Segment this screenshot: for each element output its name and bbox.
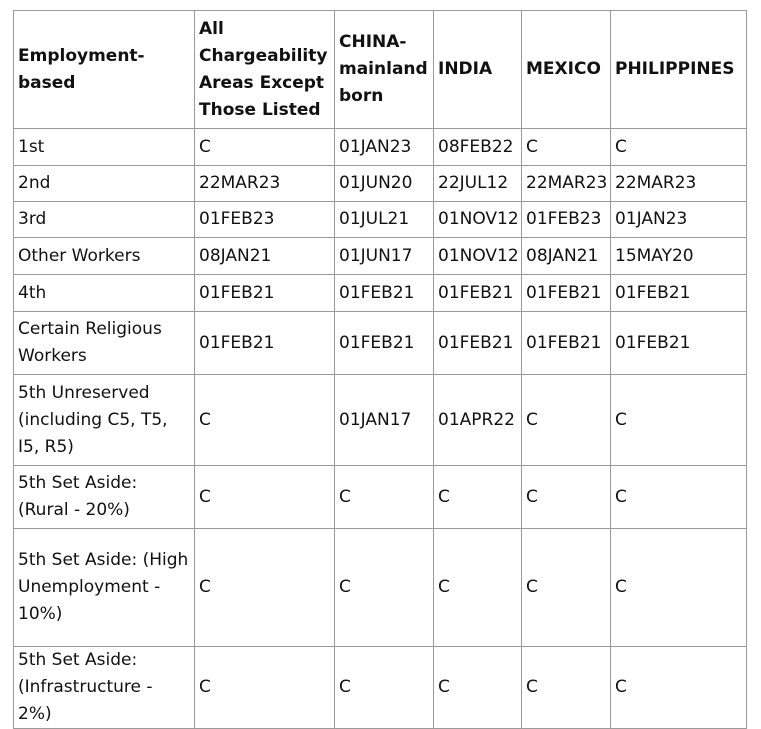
india-cell: C: [434, 647, 522, 729]
china-cell: C: [335, 466, 434, 529]
header-all-chargeability: All Chargeability Areas Except Those Listed: [195, 11, 335, 129]
category-cell: Certain Religious Workers: [14, 312, 195, 375]
category-cell: 5th Unreserved (including C5, T5, I5, R5): [14, 375, 195, 466]
mexico-cell: 01FEB23: [522, 202, 611, 238]
philippines-cell: C: [611, 129, 747, 166]
mexico-cell: C: [522, 466, 611, 529]
philippines-cell: C: [611, 529, 747, 647]
china-cell: 01JUN20: [335, 166, 434, 202]
india-cell: 22JUL12: [434, 166, 522, 202]
philippines-cell: C: [611, 647, 747, 729]
table-row: [14, 375, 747, 466]
philippines-cell: C: [611, 466, 747, 529]
india-cell: C: [434, 466, 522, 529]
philippines-cell: 22MAR23: [611, 166, 747, 202]
all-chargeability-cell: 01FEB21: [195, 312, 335, 375]
category-cell: 4th: [14, 275, 195, 312]
header-china: CHINA-mainland born: [335, 11, 434, 129]
philippines-cell: C: [611, 375, 747, 466]
table-row: [14, 129, 747, 166]
table-row: [14, 275, 747, 312]
all-chargeability-cell: 22MAR23: [195, 166, 335, 202]
mexico-cell: C: [522, 129, 611, 166]
philippines-cell: 01JAN23: [611, 202, 747, 238]
philippines-cell: 01FEB21: [611, 312, 747, 375]
category-cell: Other Workers: [14, 238, 195, 275]
header-row: [14, 11, 747, 129]
mexico-cell: C: [522, 529, 611, 647]
china-cell: 01JAN17: [335, 375, 434, 466]
india-cell: 01FEB21: [434, 312, 522, 375]
category-cell: 1st: [14, 129, 195, 166]
philippines-cell: 15MAY20: [611, 238, 747, 275]
china-cell: 01JUN17: [335, 238, 434, 275]
table-row: [14, 202, 747, 238]
header-employment-based: Employment-based: [14, 11, 195, 129]
category-cell: 5th Set Aside: (High Unemployment - 10%): [14, 529, 195, 647]
all-chargeability-cell: C: [195, 129, 335, 166]
mexico-cell: 22MAR23: [522, 166, 611, 202]
all-chargeability-cell: 01FEB23: [195, 202, 335, 238]
table-row: [14, 466, 747, 529]
table-row: [14, 238, 747, 275]
all-chargeability-cell: 01FEB21: [195, 275, 335, 312]
mexico-cell: 08JAN21: [522, 238, 611, 275]
category-cell: 3rd: [14, 202, 195, 238]
table-row: [14, 312, 747, 375]
all-chargeability-cell: C: [195, 375, 335, 466]
table-row: [14, 647, 747, 729]
china-cell: 01JAN23: [335, 129, 434, 166]
table-row: [14, 166, 747, 202]
all-chargeability-cell: 08JAN21: [195, 238, 335, 275]
header-philippines: PHILIPPINES: [611, 11, 747, 129]
china-cell: 01FEB21: [335, 312, 434, 375]
india-cell: 08FEB22: [434, 129, 522, 166]
china-cell: 01JUL21: [335, 202, 434, 238]
all-chargeability-cell: C: [195, 466, 335, 529]
china-cell: 01FEB21: [335, 275, 434, 312]
header-mexico: MEXICO: [522, 11, 611, 129]
philippines-cell: 01FEB21: [611, 275, 747, 312]
mexico-cell: C: [522, 375, 611, 466]
mexico-cell: C: [522, 647, 611, 729]
all-chargeability-cell: C: [195, 529, 335, 647]
india-cell: C: [434, 529, 522, 647]
category-cell: 5th Set Aside: (Rural - 20%): [14, 466, 195, 529]
india-cell: 01NOV12: [434, 202, 522, 238]
india-cell: 01NOV12: [434, 238, 522, 275]
visa-bulletin-table: [13, 10, 747, 729]
china-cell: C: [335, 529, 434, 647]
category-cell: 2nd: [14, 166, 195, 202]
header-india: INDIA: [434, 11, 522, 129]
category-cell: 5th Set Aside: (Infrastructure - 2%): [14, 647, 195, 729]
all-chargeability-cell: C: [195, 647, 335, 729]
table-row: [14, 529, 747, 647]
mexico-cell: 01FEB21: [522, 312, 611, 375]
china-cell: C: [335, 647, 434, 729]
india-cell: 01FEB21: [434, 275, 522, 312]
india-cell: 01APR22: [434, 375, 522, 466]
mexico-cell: 01FEB21: [522, 275, 611, 312]
